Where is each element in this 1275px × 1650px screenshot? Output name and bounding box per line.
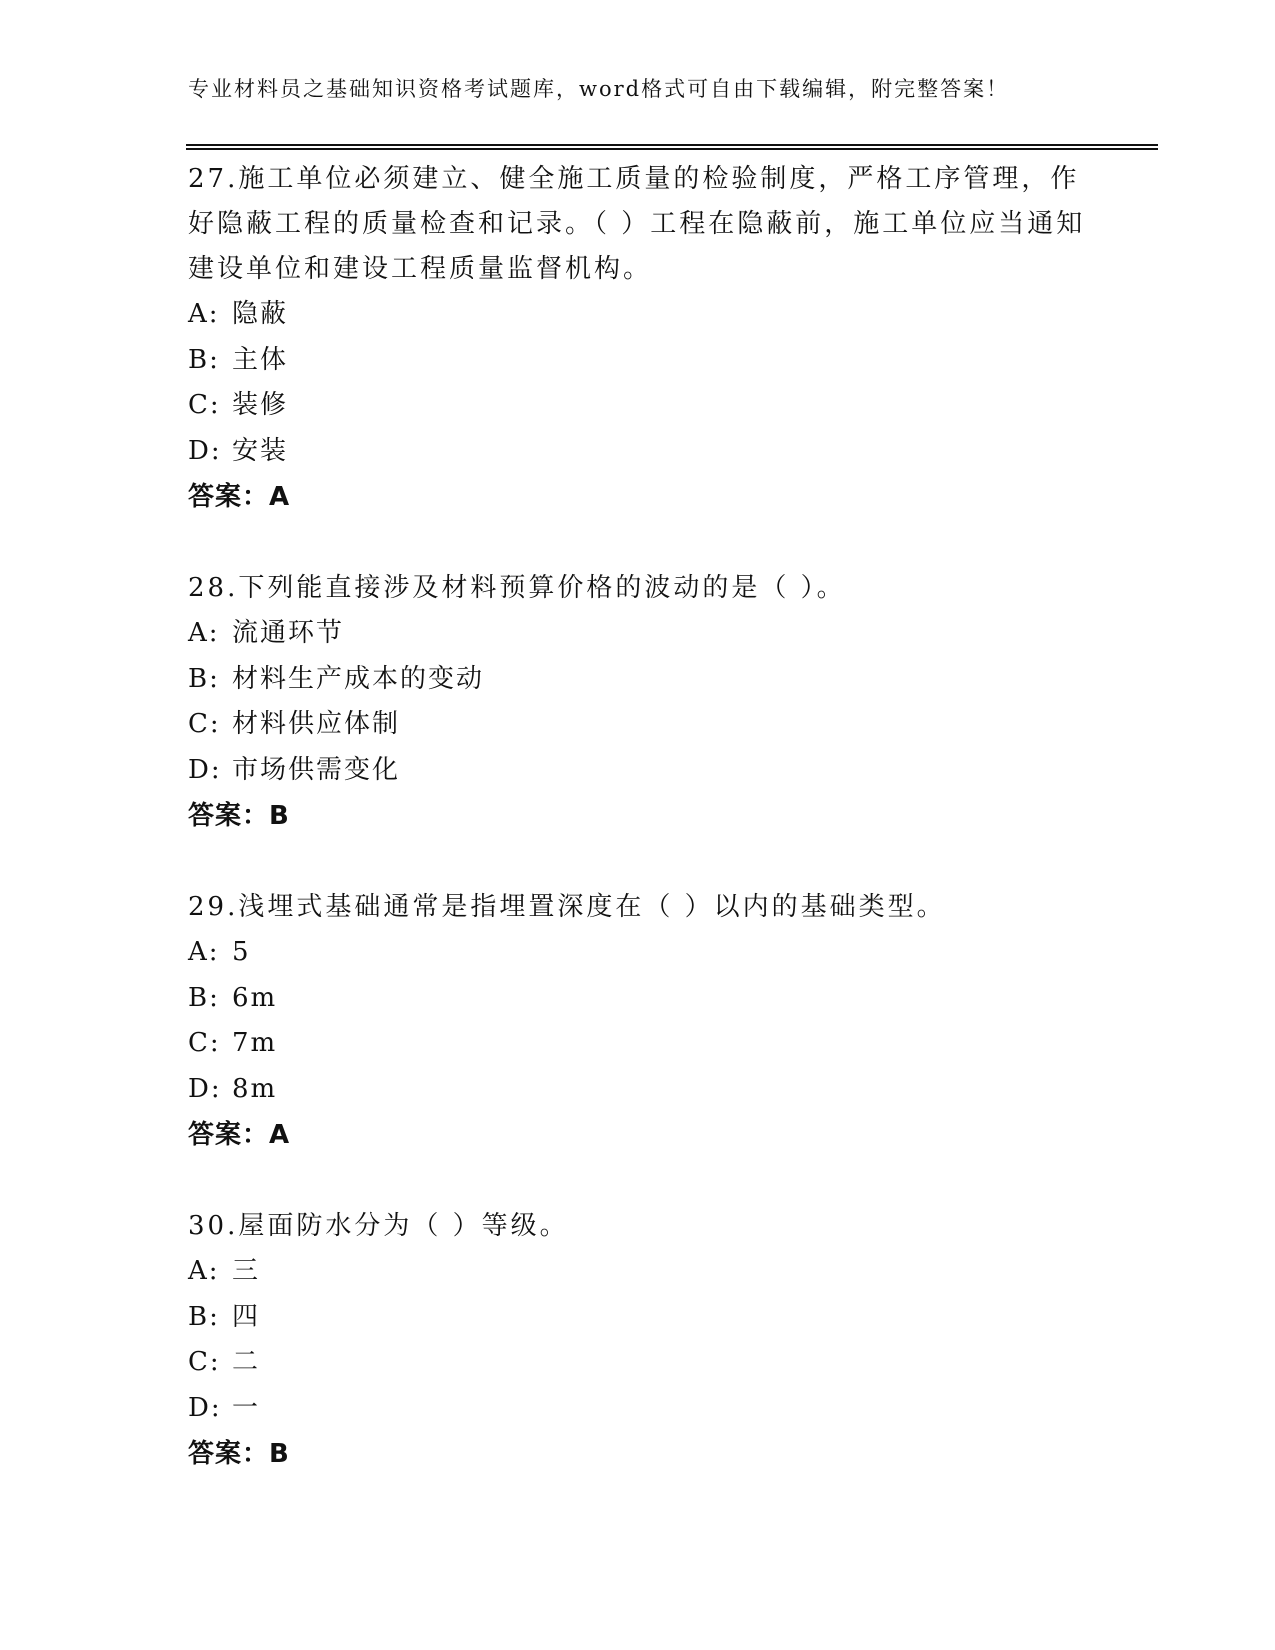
question-text: 27.施工单位必须建立、健全施工质量的检验制度，严格工序管理，作好隐蔽工程的质量检查和记录。（ ）工程在隐蔽前，施工单位应当通知建设单位和建设工程质量监督机构。 (188, 164, 1086, 284)
option-d (188, 1386, 1088, 1432)
answer-line: 答案：B (188, 801, 290, 831)
question-text: 29.浅埋式基础通常是指埋置深度在（ ）以内的基础类型。 (188, 892, 946, 922)
header-divider (186, 144, 1158, 150)
option-c (188, 1021, 1088, 1067)
option-letter: A: (188, 299, 220, 329)
option-letter: C: (188, 1347, 221, 1377)
option-letter: D: (188, 1073, 222, 1104)
question-list (188, 157, 1088, 1523)
option-a (188, 292, 1088, 338)
question-27 (188, 157, 1088, 520)
option-text: 流通环节 (232, 618, 345, 648)
question-text: 30.屋面防水分为（ ）等级。 (188, 1211, 569, 1241)
option-d (188, 1067, 1088, 1113)
question-29 (188, 885, 1088, 1158)
option-b (188, 1295, 1088, 1341)
option-letter: B: (188, 1301, 220, 1332)
option-c (188, 1340, 1088, 1386)
option-a (188, 611, 1088, 657)
option-letter: D: (188, 754, 222, 785)
option-text: 材料生产成本的变动 (232, 663, 485, 694)
option-letter: C: (188, 390, 221, 420)
option-letter: D: (188, 435, 222, 466)
option-text: 材料供应体制 (232, 709, 401, 739)
question-28 (188, 566, 1088, 839)
answer-line: 答案：A (188, 482, 291, 512)
option-text: 四 (232, 1301, 261, 1332)
option-text: 5 (232, 937, 251, 967)
option-d (188, 748, 1088, 794)
option-b (188, 976, 1088, 1022)
option-a (188, 930, 1088, 976)
option-text: 一 (232, 1392, 261, 1423)
answer-line: 答案：B (188, 1439, 290, 1469)
question-30 (188, 1204, 1088, 1477)
option-b (188, 657, 1088, 703)
option-text: 三 (232, 1256, 261, 1286)
option-letter: A: (188, 1256, 220, 1286)
option-d (188, 429, 1088, 475)
option-letter: C: (188, 1028, 221, 1058)
option-letter: B: (188, 663, 220, 694)
option-a (188, 1249, 1088, 1295)
option-c (188, 702, 1088, 748)
option-c (188, 383, 1088, 429)
question-text: 28.下列能直接涉及材料预算价格的波动的是（ ）。 (188, 573, 846, 603)
option-letter: C: (188, 709, 221, 739)
option-b (188, 338, 1088, 384)
option-letter: A: (188, 937, 220, 967)
option-text: 市场供需变化 (232, 754, 401, 785)
option-text: 隐蔽 (232, 299, 289, 329)
option-text: 6m (232, 982, 278, 1013)
option-text: 7m (232, 1028, 278, 1058)
option-letter: D: (188, 1392, 222, 1423)
option-text: 8m (232, 1073, 278, 1104)
page-header: 专业材料员之基础知识资格考试题库，word格式可自由下载编辑，附完整答案！ (188, 77, 1010, 101)
answer-line: 答案：A (188, 1120, 291, 1150)
option-text: 装修 (232, 390, 289, 420)
option-letter: A: (188, 618, 220, 648)
option-text: 二 (232, 1347, 261, 1377)
option-text: 安装 (232, 435, 289, 466)
option-letter: B: (188, 344, 220, 375)
option-text: 主体 (232, 344, 289, 375)
option-letter: B: (188, 982, 220, 1013)
